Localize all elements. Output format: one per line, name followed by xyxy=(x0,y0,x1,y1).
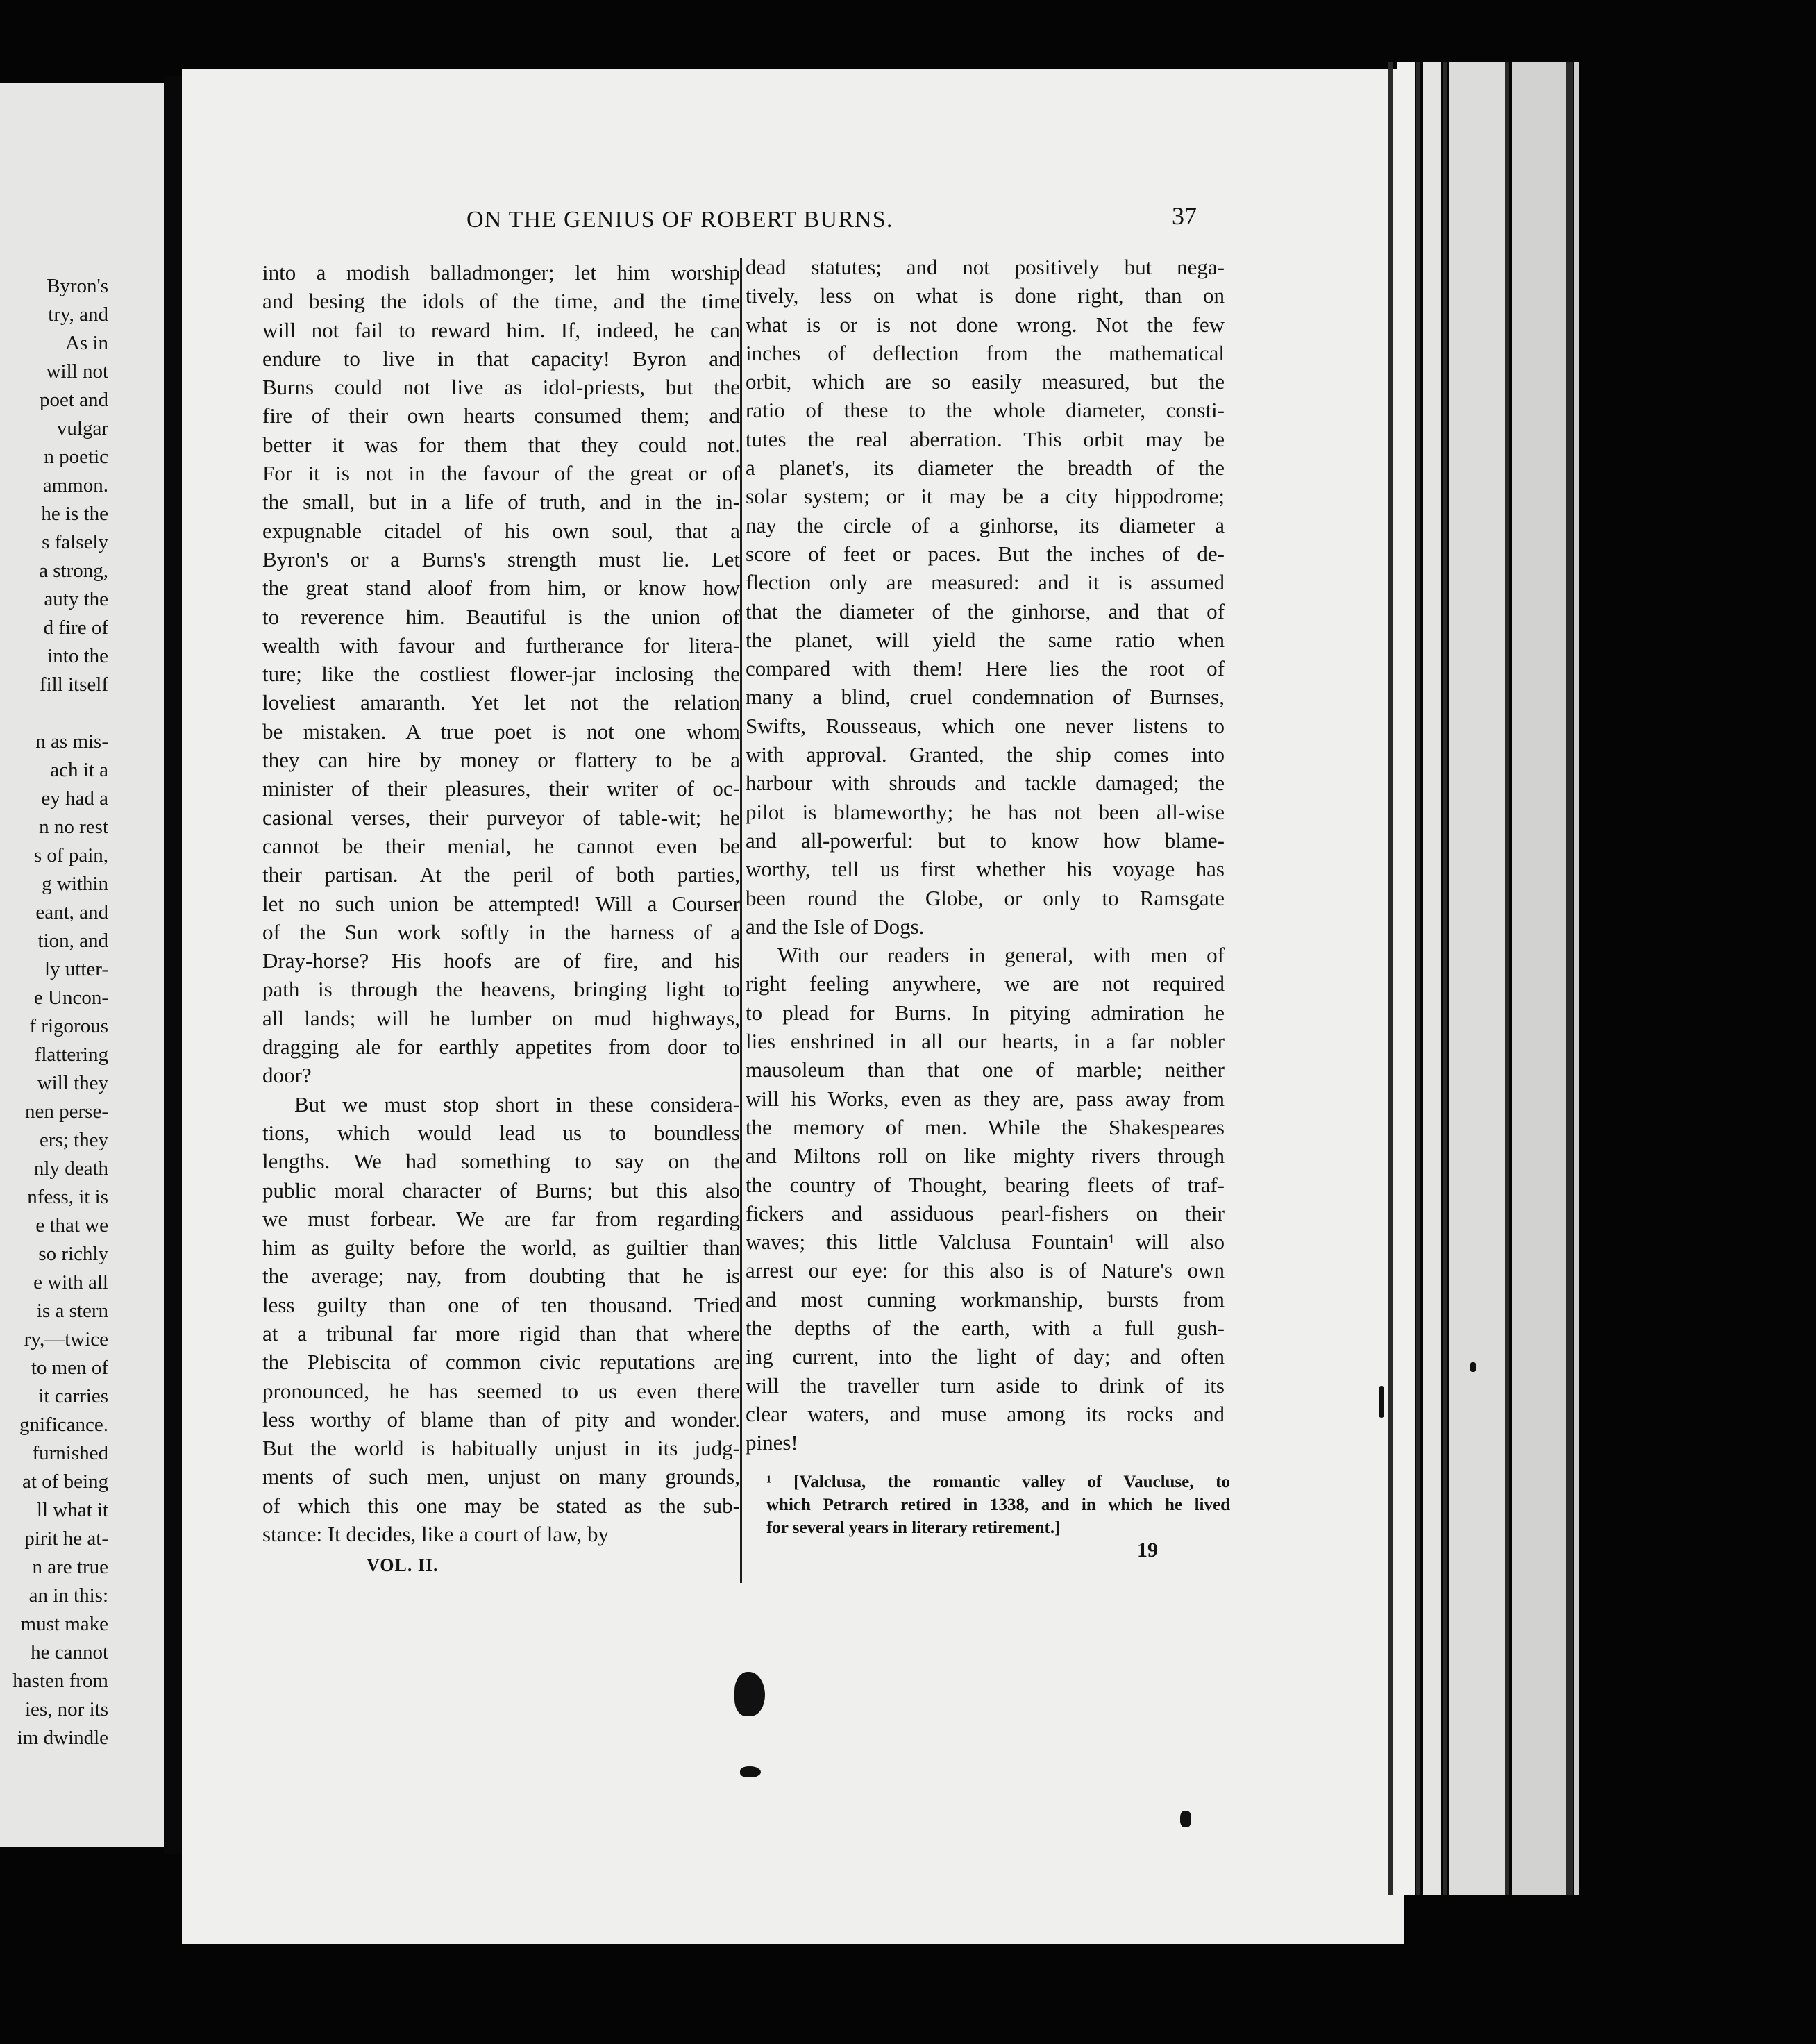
page-edge-line xyxy=(1505,62,1509,1895)
text-line: will the traveller turn aside to drink of its xyxy=(746,1373,1225,1398)
running-head: ON THE GENIUS OF ROBERT BURNS. xyxy=(466,207,893,233)
text-line: the country of Thought, bearing fleets of traf- xyxy=(746,1172,1225,1197)
text-line: wealth with favour and furtherance for litera- xyxy=(262,633,740,657)
facing-page-line: auty the xyxy=(44,588,108,610)
facing-page-line: ey had a xyxy=(41,787,108,810)
page-edge-line xyxy=(1566,62,1573,1895)
text-line: with approval. Granted, the ship comes into xyxy=(746,742,1225,767)
text-line: fickers and assiduous pearl-fishers on their xyxy=(746,1200,1225,1225)
text-column-left xyxy=(262,258,740,1548)
text-line: been round the Globe, or only to Ramsgate xyxy=(746,885,1225,910)
facing-page-line: n as mis- xyxy=(35,730,108,753)
page-edge xyxy=(1574,62,1579,1895)
facing-page-line: n no rest xyxy=(39,816,108,838)
facing-page-line: ers; they xyxy=(39,1129,108,1151)
footnote xyxy=(766,1471,1230,1539)
text-line: Swifts, Rousseaus, which one never listens to xyxy=(746,713,1225,738)
page-edge xyxy=(1397,62,1415,1895)
facing-page-line: nen perse- xyxy=(25,1100,108,1123)
page-edge xyxy=(1423,62,1441,1895)
text-line: path is through the heavens, bringing light to xyxy=(262,977,740,1002)
text-line: Dray-horse? His hoofs are of fire, and his xyxy=(262,948,740,973)
sheet-number: 19 xyxy=(1137,1539,1158,1561)
facing-page-line: s of pain, xyxy=(33,844,108,866)
text-line: what is or is not done wrong. Not the few xyxy=(746,312,1225,337)
text-line: and besing the idols of the time, and the time xyxy=(262,289,740,314)
text-line: dead statutes; and not positively but nega- xyxy=(746,255,1225,279)
facing-page-line: an in this: xyxy=(28,1584,108,1607)
facing-page-line: ach it a xyxy=(50,759,108,781)
text-line: the memory of men. While the Shakespeares xyxy=(746,1114,1225,1139)
text-line: we must forbear. We are far from regarding xyxy=(262,1206,740,1231)
page-edge-line xyxy=(1416,62,1420,1895)
facing-page-line: tion, and xyxy=(37,930,108,952)
text-line: pronounced, he has seemed to us even there xyxy=(262,1378,740,1403)
ink-blot xyxy=(740,1766,761,1777)
text-line: tions, which would lead us to boundless xyxy=(262,1120,740,1145)
facing-page-line: f rigorous xyxy=(29,1015,108,1037)
text-line: waves; this little Valclusa Fountain¹ will also xyxy=(746,1230,1225,1255)
text-line: endure to live in that capacity! Byron and xyxy=(262,346,740,371)
facing-page-line: nly death xyxy=(33,1157,108,1180)
text-line: stance: It decides, like a court of law, by xyxy=(262,1522,609,1547)
page-edge-line xyxy=(1443,62,1447,1895)
text-line: better it was for them that they could not. xyxy=(262,432,740,457)
facing-page-line: d fire of xyxy=(43,617,108,639)
facing-page-line: to men of xyxy=(31,1357,108,1379)
text-line: that the diameter of the ginhorse, and that of xyxy=(746,598,1225,623)
footnote-line: for several years in literary retirement.] xyxy=(766,1518,1061,1537)
facing-page-line: pirit he at- xyxy=(24,1527,108,1550)
facing-page xyxy=(0,83,165,1847)
footnote-line: ¹ [Valclusa, the romantic valley of Vaucluse, to xyxy=(766,1473,1230,1491)
text-line: lengths. We had something to say on the xyxy=(262,1149,740,1174)
text-line: With our readers in general, with men of xyxy=(777,943,1225,968)
facing-page-line: flattering xyxy=(34,1044,108,1066)
text-line: ing current, into the light of day; and often xyxy=(746,1344,1225,1369)
text-line: pines! xyxy=(746,1430,798,1455)
page-edge xyxy=(1512,62,1567,1895)
text-line: solar system; or it may be a city hippodrome; xyxy=(746,484,1225,509)
text-line: and Miltons roll on like mighty rivers through xyxy=(746,1144,1225,1168)
ink-mark xyxy=(1180,1811,1191,1827)
volume-signature: VOL. II. xyxy=(367,1555,439,1575)
facing-page-line: As in xyxy=(65,332,108,354)
text-line: be mistaken. A true poet is not one whom xyxy=(262,719,740,744)
text-line: orbit, which are so easily measured, but the xyxy=(746,369,1225,394)
text-line: of the Sun work softly in the harness of a xyxy=(262,919,740,944)
ink-mark xyxy=(1379,1386,1384,1418)
text-line: For it is not in the favour of the great or of xyxy=(262,461,740,486)
text-line: public moral character of Burns; but this also xyxy=(262,1178,740,1203)
text-line: to plead for Burns. In pitying admiration he xyxy=(746,1000,1225,1025)
text-line: the small, but in a life of truth, and in the in- xyxy=(262,489,740,514)
text-line: harbour with shrouds and tackle damaged; the xyxy=(746,771,1225,796)
facing-page-line: gnificance. xyxy=(19,1414,108,1436)
facing-page-line: it carries xyxy=(38,1385,108,1407)
facing-page-line: ly utter- xyxy=(44,958,108,980)
text-line: lies enshrined in all our hearts, in a far nobler xyxy=(746,1029,1225,1054)
facing-page-line: ies, nor its xyxy=(24,1698,108,1720)
page-edge xyxy=(1449,62,1505,1895)
page-number: 37 xyxy=(1172,202,1197,230)
footnote-line: which Petrarch retired in 1338, and in which he lived xyxy=(766,1496,1230,1514)
text-line: their partisan. At the peril of both parties, xyxy=(262,862,740,887)
text-line: the depths of the earth, with a full gush- xyxy=(746,1315,1225,1340)
text-line: compared with them! Here lies the root of xyxy=(746,656,1225,681)
facing-page-line: eant, and xyxy=(35,901,108,923)
text-line: loveliest amaranth. Yet let not the relation xyxy=(262,690,740,715)
text-line: will not fail to reward him. If, indeed, he can xyxy=(262,317,740,342)
facing-page-line: will they xyxy=(37,1072,108,1094)
facing-page-line: so richly xyxy=(38,1243,108,1265)
facing-page-line: im dwindle xyxy=(17,1727,108,1749)
facing-page-line: g within xyxy=(42,873,108,895)
facing-page-line: e Uncon- xyxy=(33,987,108,1009)
text-line: score of feet or paces. But the inches of de- xyxy=(746,541,1225,566)
text-line: many a blind, cruel condemnation of Burnses, xyxy=(746,685,1225,710)
text-line: ture; like the costliest flower-jar inclosing the xyxy=(262,662,740,687)
text-line: the average; nay, from doubting that he is xyxy=(262,1264,740,1289)
facing-page-line: Byron's xyxy=(46,275,108,297)
facing-page-line: n poetic xyxy=(44,446,108,468)
facing-page-line xyxy=(0,699,108,728)
text-line: arrest our eye: for this also is of Nature's own xyxy=(746,1258,1225,1283)
text-line: fire of their own hearts consumed them; and xyxy=(262,403,740,428)
text-line: and the Isle of Dogs. xyxy=(746,914,925,939)
facing-page-line: hasten from xyxy=(12,1670,108,1692)
text-line: less worthy of blame than of pity and wonder. xyxy=(262,1407,740,1432)
text-line: Burns could not live as idol-priests, but the xyxy=(262,375,740,400)
facing-page-line: n are true xyxy=(32,1556,108,1578)
facing-page-line: he is the xyxy=(41,503,108,525)
facing-page-line: vulgar xyxy=(56,417,108,439)
text-line: all lands; will he lumber on mud highways, xyxy=(262,1005,740,1030)
facing-page-line: ll what it xyxy=(36,1499,108,1521)
ink-mark xyxy=(1470,1362,1476,1372)
text-line: inches of deflection from the mathematical xyxy=(746,340,1225,365)
facing-page-line: e that we xyxy=(35,1214,108,1237)
text-line: the Plebiscita of common civic reputations are xyxy=(262,1350,740,1375)
text-line: at a tribunal far more rigid than that where xyxy=(262,1321,740,1346)
facing-page-line: s falsely xyxy=(42,531,108,553)
text-line: door? xyxy=(262,1063,312,1088)
text-line: ments of such men, unjust on many grounds, xyxy=(262,1464,740,1489)
page-edge-line xyxy=(1388,62,1393,1895)
text-line: pilot is blameworthy; he has not been all-wise xyxy=(746,799,1225,824)
facing-page-line: a strong, xyxy=(39,560,108,582)
facing-page-line: at of being xyxy=(22,1471,108,1493)
facing-page-line: e with all xyxy=(33,1271,108,1293)
facing-page-line: try, and xyxy=(48,303,108,326)
text-line: Byron's or a Burns's strength must lie. Let xyxy=(262,546,740,571)
facing-page-line: poet and xyxy=(39,389,108,411)
ink-blot xyxy=(734,1672,765,1716)
facing-page-line: fill itself xyxy=(39,673,108,696)
text-line: the planet, will yield the same ratio when xyxy=(746,627,1225,652)
text-line: tively, less on what is done right, than on xyxy=(746,283,1225,308)
facing-page-line: is a stern xyxy=(36,1300,108,1322)
facing-page-line: into the xyxy=(47,645,108,667)
text-line: into a modish balladmonger; let him worship xyxy=(262,260,740,285)
text-line: nay the circle of a ginhorse, its diameter a xyxy=(746,512,1225,537)
text-line: dragging ale for earthly appetites from door to xyxy=(262,1034,740,1059)
facing-page-line: he cannot xyxy=(31,1641,108,1664)
text-line: the great stand aloof from him, or know how xyxy=(262,576,740,601)
column-divider xyxy=(740,258,742,1583)
facing-page-line: ammon. xyxy=(42,474,108,496)
text-line: minister of their pleasures, their writer of oc- xyxy=(262,776,740,801)
text-line: But the world is habitually unjust in its judg- xyxy=(262,1436,740,1461)
text-line: right feeling anywhere, we are not required xyxy=(746,971,1225,996)
text-line: mausoleum than that one of marble; neither xyxy=(746,1057,1225,1082)
text-column-right xyxy=(746,253,1225,1457)
facing-page-line: ry,—twice xyxy=(24,1328,108,1350)
text-line: expugnable citadel of his own soul, that a xyxy=(262,518,740,543)
text-line: But we must stop short in these considera- xyxy=(294,1091,740,1116)
text-line: less guilty than one of ten thousand. Tried xyxy=(262,1292,740,1317)
text-line: flection only are measured: and it is assumed xyxy=(746,570,1225,595)
text-line: him as guilty before the world, as guiltier than xyxy=(262,1235,740,1260)
text-line: worthy, tell us first whether his voyage has xyxy=(746,857,1225,882)
text-line: and all-powerful: but to know how blame- xyxy=(746,828,1225,853)
facing-page-line: furnished xyxy=(32,1442,108,1464)
facing-page-text xyxy=(0,272,108,1752)
text-line: a planet's, its diameter the breadth of the xyxy=(746,455,1225,480)
text-line: cannot be their menial, he cannot even be xyxy=(262,833,740,858)
text-line: and most cunning workmanship, bursts from xyxy=(746,1287,1225,1312)
facing-page-line: will not xyxy=(46,360,108,383)
text-line: tutes the real aberration. This orbit may be xyxy=(746,426,1225,451)
text-line: will his Works, even as they are, pass away from xyxy=(746,1086,1225,1111)
text-line: let no such union be attempted! Will a Courser xyxy=(262,891,740,916)
text-line: they can hire by money or flattery to be a xyxy=(262,748,740,773)
text-line: casional verses, their purveyor of table-wit; he xyxy=(262,805,740,830)
facing-page-line: nfess, it is xyxy=(27,1186,108,1208)
text-line: clear waters, and muse among its rocks and xyxy=(746,1401,1225,1426)
text-line: ratio of these to the whole diameter, consti- xyxy=(746,398,1225,423)
text-line: of which this one may be stated as the sub- xyxy=(262,1493,740,1518)
text-line: to reverence him. Beautiful is the union of xyxy=(262,604,740,629)
facing-page-line: must make xyxy=(20,1613,108,1635)
